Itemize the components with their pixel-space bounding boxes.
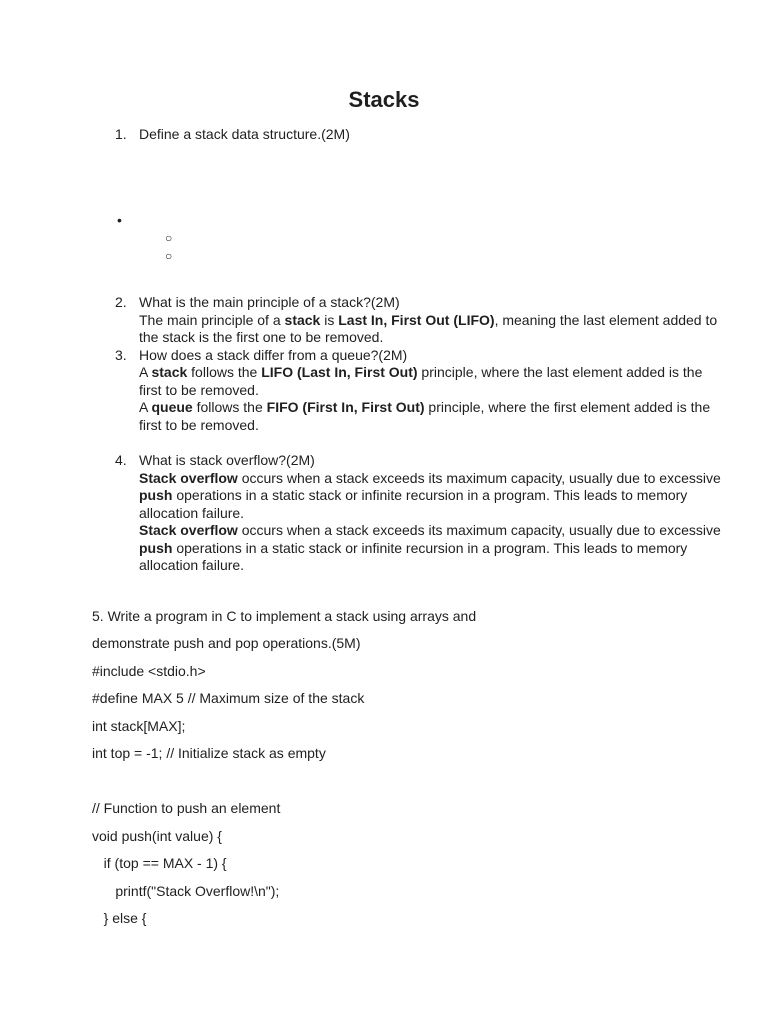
list-number: 2.	[115, 294, 127, 310]
text-segment: principle, where the first element added is the	[424, 399, 711, 415]
question-row	[92, 126, 676, 144]
answer-block	[139, 364, 711, 434]
question-text: How does a stack differ from a queue?(2M)	[139, 346, 408, 363]
answer-line	[139, 557, 676, 575]
text-segment: follows the	[192, 399, 267, 415]
bullet-sub-item	[92, 247, 676, 265]
list-number: 4.	[115, 452, 127, 468]
code-line: printf("Stack Overflow!\n");	[92, 882, 280, 899]
bullet-icon: •	[117, 211, 122, 228]
answer-line	[139, 399, 711, 417]
bold-text-segment: Stack overflow	[139, 522, 238, 538]
circle-bullet-icon: ○	[165, 231, 173, 245]
text-segment: follows the	[187, 364, 262, 380]
answer-line	[139, 487, 688, 505]
program-section	[92, 608, 676, 928]
bold-text-segment: FIFO (First In, First Out)	[266, 399, 425, 415]
code-line: int top = -1; // Initialize stack as empty	[92, 745, 326, 761]
question-text: What is the main principle of a stack?(2M)	[139, 294, 400, 310]
answer-line	[139, 539, 688, 558]
page-title: Stacks	[348, 87, 420, 112]
answer-block	[139, 469, 721, 575]
question-item-2	[92, 294, 718, 347]
text-segment: is	[320, 311, 339, 328]
bold-text-segment: push	[139, 487, 173, 503]
text-segment: operations in a static stack or infinite recursion in a program. This leads to memory	[172, 539, 688, 556]
answer-line	[139, 329, 676, 347]
list-number: 3.	[115, 346, 127, 363]
question-row	[92, 294, 676, 312]
answer-line	[139, 382, 676, 400]
code-line: void push(int value) {	[92, 827, 222, 844]
text-segment: allocation failure.	[139, 504, 245, 521]
text-segment: first to be removed.	[139, 416, 259, 433]
answer-line	[139, 311, 718, 330]
question-row	[92, 347, 676, 365]
bold-text-segment: Stack overflow	[139, 469, 238, 486]
text-segment: occurs when a stack exceeds its maximum capacity, usually due to excessive	[237, 469, 721, 486]
text-segment: The main principle of a	[139, 311, 285, 328]
bold-text-segment: Last In, First Out (LIFO)	[338, 311, 495, 328]
program-question-line: 5. Write a program in C to implement a stack using arrays and	[92, 607, 477, 624]
text-segment: A	[139, 399, 152, 415]
question-text: Define a stack data structure.(2M)	[139, 126, 350, 142]
text-segment: first to be removed.	[139, 381, 259, 398]
list-number: 1.	[115, 126, 127, 142]
bold-text-segment: push	[139, 539, 173, 556]
text-segment: , meaning the last element added to	[494, 311, 718, 328]
blank-line	[92, 773, 676, 791]
program-question-line: demonstrate push and pop operations.(5M)	[92, 635, 361, 651]
text-segment: principle, where the last element added is the	[417, 364, 703, 380]
question-item-1	[92, 126, 676, 144]
text-segment: operations in a static stack or infinite recursion in a program. This leads to memory	[172, 487, 688, 503]
bold-text-segment: queue	[151, 399, 193, 415]
text-segment: A	[139, 364, 152, 380]
answer-line	[139, 522, 721, 540]
answer-line	[139, 364, 703, 382]
bold-text-segment: stack	[151, 364, 188, 380]
text-segment: occurs when a stack exceeds its maximum capacity, usually due to excessive	[237, 522, 721, 538]
question-item-3	[92, 346, 711, 435]
code-line: int stack[MAX];	[92, 717, 186, 734]
code-line: if (top == MAX - 1) {	[92, 855, 227, 871]
text-segment: the stack is the first one to be removed.	[139, 329, 384, 345]
bold-text-segment: stack	[284, 311, 321, 328]
bold-text-segment: LIFO (Last In, First Out)	[261, 364, 418, 380]
bullet-sub-item	[92, 229, 676, 247]
answer-block	[139, 311, 718, 347]
answer-line	[139, 505, 676, 523]
answer-line	[139, 417, 676, 435]
code-line: } else {	[92, 910, 147, 926]
circle-bullet-icon: ○	[165, 248, 173, 263]
answer-line	[139, 469, 721, 488]
code-line: #define MAX 5 // Maximum size of the stack	[92, 690, 365, 706]
code-line: #include <stdio.h>	[92, 662, 206, 679]
text-segment: allocation failure.	[139, 557, 245, 573]
question-text: What is stack overflow?(2M)	[139, 452, 315, 468]
question-row	[92, 452, 676, 470]
question-item-4	[92, 452, 721, 575]
bullet-item	[92, 212, 676, 230]
code-line: // Function to push an element	[92, 800, 281, 816]
